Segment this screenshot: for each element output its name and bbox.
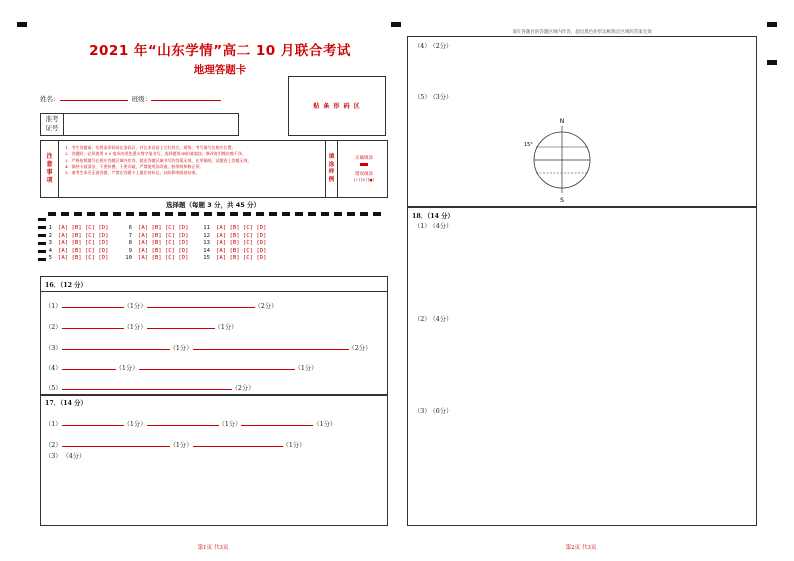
name-field[interactable] [60,94,128,101]
globe-south-label: S [560,197,564,204]
page2-header-note: 请在各题目的答题区域内作答，超出黑色矩形边框限定区域的答案无效 [512,30,652,35]
q17-part-3[interactable]: （3） （4分） [45,453,86,460]
q17-answer-box[interactable] [40,394,388,526]
globe-latitude-label: 15° [524,142,533,148]
page-subtitle: 地理答题卡 [193,64,247,76]
fill-wrong-marks: [✓] [✗] [●] [354,178,374,182]
mcq-row-2: 2 [A] [B] [C] [D] [48,232,109,239]
q18-title: 18．（14 分） [412,213,454,220]
mcq-row-7: 7 [A] [B] [C] [D] [128,232,189,239]
q17-title: 17．（14 分） [45,400,87,407]
barcode-label: 贴 条 形 码 区 [313,103,361,110]
registration-mark-top-center [391,22,401,27]
exam-id-box[interactable] [40,113,239,136]
registration-mark-top-right [767,22,777,27]
q16-part-4-continued: （4） （2分） [414,43,453,50]
q18-part-1: （1） （4分） [414,223,453,230]
fill-correct-mark [360,163,368,166]
q16-part-5[interactable]: （5） （2分） [45,385,255,392]
mcq-row-15: 15 [A] [B] [C] [D] [203,255,267,262]
exam-id-label-1: 准考 [45,115,59,123]
mcq-row-9: 9 [A] [B] [C] [D] [128,247,189,254]
globe-north-label: N [559,118,565,125]
mcq-column-2[interactable] [122,225,189,263]
name-label: 姓名： [40,95,60,103]
globe-diagram [522,115,602,205]
mcq-row-3: 3 [A] [B] [C] [D] [48,240,109,247]
q16-answer-box[interactable] [40,276,388,396]
timing-marks [48,212,386,216]
fill-correct-label: 正确填涂 [355,156,373,161]
q16-title: 16．（12 分） [45,282,87,289]
mcq-row-5: 5 [A] [B] [C] [D] [48,255,109,262]
q16-part-5-continued: （5） （3分） [414,94,453,101]
q18-answer-box[interactable] [407,206,757,526]
page-title: 2021 年“山东学情”高二 10 月联合考试 [89,43,351,59]
mcq-row-12: 12 [A] [B] [C] [D] [203,232,267,239]
barcode-area [288,76,386,136]
registration-mark-top-left [17,22,27,27]
mcq-header: 选择题（每题 3 分，共 45 分） [165,201,261,209]
class-label: 班级： [131,95,152,103]
mcq-row-8: 8 [A] [B] [C] [D] [128,240,189,247]
page1-footer: 第1页 共3页 [197,545,229,551]
fill-example [325,141,388,197]
name-row [40,94,221,103]
notes-label: 注 意 事 项 [41,141,59,197]
mcq-row-11: 11 [A] [B] [C] [D] [203,225,267,231]
q18-part-3: （3） （6分） [414,408,453,415]
q16-part-2[interactable]: （2） （1分） （1分） [45,324,238,331]
q16-part-1[interactable]: （1） （1分） （2分） [45,303,278,310]
q16-part-3[interactable]: （3） （1分） （2分） [45,345,372,352]
fill-example-label: 填 涂 样 例 [326,141,338,197]
mcq-row-4: 4 [A] [B] [C] [D] [48,247,109,254]
q18-part-2: （2） （4分） [414,316,453,323]
registration-mark-right [767,60,777,65]
mcq-column-1[interactable] [42,225,109,263]
class-field[interactable] [151,94,221,101]
page2-footer: 第2页 共3页 [565,545,597,551]
exam-id-label-2: 证号 [45,124,59,132]
mcq-row-6: 6 [A] [B] [C] [D] [128,225,189,231]
mcq-row-14: 14 [A] [B] [C] [D] [203,247,267,254]
mcq-column-3[interactable] [200,225,267,263]
notes-box [40,140,388,198]
mcq-row-13: 13 [A] [B] [C] [D] [203,240,267,247]
mcq-side-mark-1 [38,218,46,221]
q17-part-1[interactable]: （1） （1分） （1分） （1分） [45,421,337,428]
q17-part-2[interactable]: （2） （1分） （1分） [45,442,306,449]
mcq-row-1: 1 [A] [B] [C] [D] [48,225,109,231]
mcq-row-10: 10 [A] [B] [C] [D] [125,255,189,262]
q16-part-4[interactable]: （4） （1分） （1分） [45,365,318,372]
fill-wrong-label: 错误填涂 [355,172,373,177]
q16-continued-box[interactable] [407,36,757,208]
notes-text: 1．考生答题前，先将条形码贴在条码区，并在本试卷上写好姓名、班级，考号填写在相应位置。 2．答题时，必须使用 0.5 毫米的黑色墨水签字笔书写，选择题用2B铅笔填涂，修改时用橡皮擦干净。 3．严格按照题号在相应答题区域内作答，超出答题区域书写的答案无效，在草稿纸、试题卷上答题无效。 4．保持卡面清洁，不要折叠，不要弄破，严禁使用涂改液、胶带纸和修正带。 5．请考生本页正面答题，严禁在答题卡上做任何标记，以防影响阅卷结果。 [65,145,252,176]
